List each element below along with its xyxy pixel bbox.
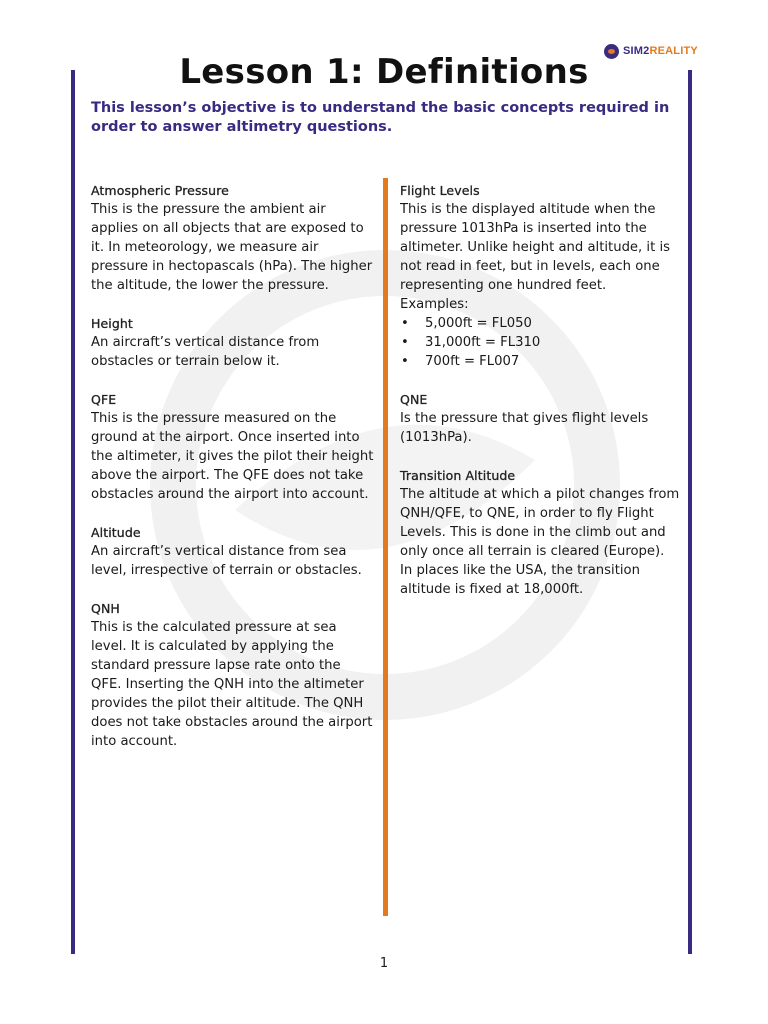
page-number: 1	[379, 956, 389, 971]
definition-height	[91, 314, 375, 371]
term-definition: This is the displayed altitude when the pressure 1013hPa is inserted into the altimeter. Unlike height and altitude, it is not read in feet, but in levels, each one representing one hundred feet.	[400, 202, 670, 293]
term-heading: QFE	[91, 392, 117, 407]
term-heading: Altitude	[91, 525, 141, 540]
term-definition: An aircraft’s vertical distance from obstacles or terrain below it.	[91, 335, 320, 369]
term-definition: The altitude at which a pilot changes from QNH/QFE, to QNE, in order to fly Flight Levels. This is done in the climb out and only once all terrain is cleared (Europe). In places like the USA, the transition altitude is fixed at 18,000ft.	[400, 487, 680, 597]
list-item: • 31,000ft = FL310	[400, 333, 680, 352]
term-definition: Is the pressure that gives flight levels (1013hPa).	[400, 411, 649, 445]
term-heading: Flight Levels	[400, 183, 480, 198]
term-definition: This is the pressure the ambient air applies on all objects that are exposed to it. In meteorology, we measure air pressure in hectopascals (hPa). The higher the altitude, the lower the pressure.	[91, 202, 373, 293]
definition-qfe	[91, 390, 375, 504]
list-item: • 5,000ft = FL050	[400, 314, 680, 333]
term-heading: QNE	[400, 392, 428, 407]
term-heading: Height	[91, 316, 133, 331]
term-heading: Transition Altitude	[400, 468, 516, 483]
term-definition: This is the calculated pressure at sea level. It is calculated by applying the standard pressure lapse rate onto the QFE. Inserting the QNH into the altimeter provides the pilot their altitude. The QNH does not take obstacles around the airport into account.	[91, 620, 373, 749]
definition-qne	[400, 390, 680, 447]
definition-atmospheric-pressure	[91, 181, 375, 295]
definition-flight-levels	[400, 181, 680, 371]
examples-list	[400, 314, 680, 371]
right-margin-rule	[688, 70, 692, 954]
term-definition: This is the pressure measured on the ground at the airport. Once inserted into the altimeter, it gives the pilot their height above the airport. The QFE does not take obstacles around the airport into account.	[91, 411, 374, 502]
examples-label: Examples:	[400, 297, 469, 312]
term-heading: Atmospheric Pressure	[91, 183, 229, 198]
definition-altitude	[91, 523, 375, 580]
brand-logo-suffix: REALITY	[649, 45, 698, 57]
term-definition: An aircraft’s vertical distance from sea level, irrespective of terrain or obstacles.	[91, 544, 362, 578]
definition-qnh	[91, 599, 375, 751]
lesson-objective: This lesson’s objective is to understand the basic concepts required in order to answer altimetry questions.	[91, 100, 670, 135]
term-heading: QNH	[91, 601, 120, 616]
definition-transition-altitude	[400, 466, 680, 599]
brand-logo-prefix: SIM2	[623, 45, 650, 57]
left-column	[91, 181, 375, 770]
column-divider	[383, 178, 388, 916]
list-item: • 700ft = FL007	[400, 352, 680, 371]
page-title: Lesson 1: Definitions	[179, 52, 589, 92]
left-margin-rule	[71, 70, 75, 954]
right-column	[400, 181, 680, 618]
